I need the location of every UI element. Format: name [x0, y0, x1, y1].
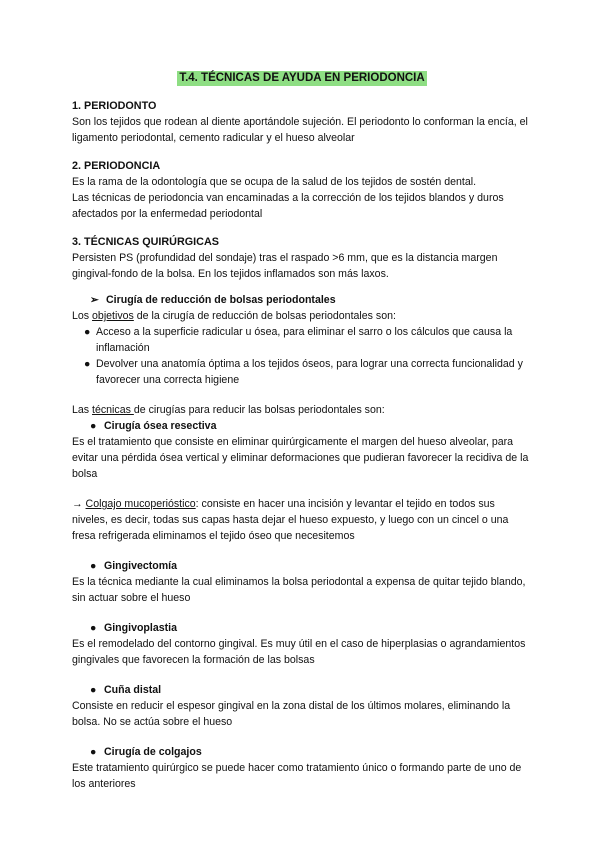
- bullet-icon: ●: [90, 420, 97, 432]
- objectives-intro-pre: Los: [72, 310, 93, 322]
- subsection-heading: [72, 292, 532, 308]
- colgajo-paragraph: [72, 496, 532, 544]
- section-2-heading: 2. PERIODONCIA: [72, 160, 161, 172]
- technique-cuna-text: Consiste en reducir el espesor gingival en la zona distal de los últimos molares, eliminando la bolsa. No se actúa sobre el hueso: [72, 700, 511, 728]
- technique-colgajos-heading: [72, 744, 532, 760]
- title-container: [72, 70, 532, 86]
- technique-gingivectomia-heading: [72, 558, 532, 574]
- technique-gingivoplastia-title: Gingivoplastia: [104, 622, 177, 634]
- document-page: [72, 70, 532, 792]
- page-title: T.4. TÉCNICAS DE AYUDA EN PERIODONCIA: [179, 72, 425, 84]
- section-3-text: Persisten PS (profundidad del sondaje) tras el raspado >6 mm, que es la distancia margen gingival-fondo de la bolsa. En los tejidos inflamados son más laxos.: [72, 252, 498, 280]
- list-item: [72, 356, 532, 388]
- colgajo-term: Colgajo mucoperióstico: [85, 498, 196, 510]
- section-1-text: Son los tejidos que rodean al diente aportándole sujeción. El periodonto lo conforman la encía, el ligamento periodontal, cemento radicular y el hueso alveolar: [72, 116, 528, 144]
- section-3-heading: 3. TÉCNICAS QUIRÚRGICAS: [72, 236, 219, 248]
- objective-text: Devolver una anatomía óptima a los tejidos óseos, para lograr una correcta funcionalidad y favorecer una correcta higiene: [96, 358, 523, 386]
- right-arrow-icon: →: [72, 498, 83, 510]
- bullet-icon: ●: [84, 358, 91, 370]
- objectives-intro: [72, 308, 532, 324]
- techniques-intro-pre: Las: [72, 404, 93, 416]
- subsection-title: Cirugía de reducción de bolsas periodontales: [106, 294, 336, 306]
- bullet-icon: ●: [90, 746, 97, 758]
- objectives-underlined: objetivos: [92, 310, 134, 322]
- objectives-list: [72, 324, 532, 388]
- technique-osea-text: Es el tratamiento que consiste en eliminar quirúrgicamente el margen del hueso alveolar, para evitar una pérdida ósea vertical y eliminar deformaciones que pudieran favorecer la recidiva de la bolsa: [72, 436, 529, 480]
- technique-colgajos-title: Cirugía de colgajos: [104, 746, 202, 758]
- technique-cuna-heading: [72, 682, 532, 698]
- objectives-intro-post: de la cirugía de reducción de bolsas periodontales son:: [133, 310, 396, 322]
- section-1-heading: 1. PERIODONTO: [72, 100, 157, 112]
- technique-cuna-title: Cuña distal: [104, 684, 162, 696]
- techniques-underlined: técnicas: [92, 404, 134, 416]
- arrow-bullet-icon: ➢: [90, 294, 99, 306]
- technique-gingivoplastia-text: Es el remodelado del contorno gingival. Es muy útil en el caso de hiperplasias o agrandamientos gingivales que favorecen la formación de las bolsas: [72, 638, 526, 666]
- technique-gingivectomia-text: Es la técnica mediante la cual eliminamos la bolsa periodontal a expensa de quitar tejido blando, sin actuar sobre el hueso: [72, 576, 526, 604]
- section-2-text-2: Las técnicas de periodoncia van encaminadas a la corrección de los tejidos blandos y duros afectados por la enfermedad periodontal: [72, 192, 504, 220]
- technique-osea-heading: [72, 418, 532, 434]
- technique-colgajos-text: Este tratamiento quirúrgico se puede hacer como tratamiento único o formando parte de uno de los anteriores: [72, 762, 522, 790]
- bullet-icon: ●: [90, 560, 97, 572]
- technique-osea-title: Cirugía ósea resectiva: [104, 420, 217, 432]
- list-item: [72, 324, 532, 356]
- objective-text: Acceso a la superficie radicular u ósea, para eliminar el sarro o los cálculos que causa la inflamación: [96, 326, 513, 354]
- techniques-intro-post: de cirugías para reducir las bolsas periodontales son:: [133, 404, 385, 416]
- bullet-icon: ●: [84, 326, 91, 338]
- bullet-icon: ●: [90, 684, 97, 696]
- technique-gingivectomia-title: Gingivectomía: [104, 560, 177, 572]
- techniques-intro: [72, 402, 532, 418]
- colgajo-text: : consiste en hacer una incisión y levantar el tejido en todos sus niveles, es decir, todas sus capas hasta dejar el hueso expuesto, y luego con un cincel o una fresa refrigerada eliminamos el tejido óseo que necesitemos: [72, 498, 509, 542]
- bullet-icon: ●: [90, 622, 97, 634]
- technique-gingivoplastia-heading: [72, 620, 532, 636]
- section-2-text-1: Es la rama de la odontología que se ocupa de la salud de los tejidos de sostén dental.: [72, 176, 477, 188]
